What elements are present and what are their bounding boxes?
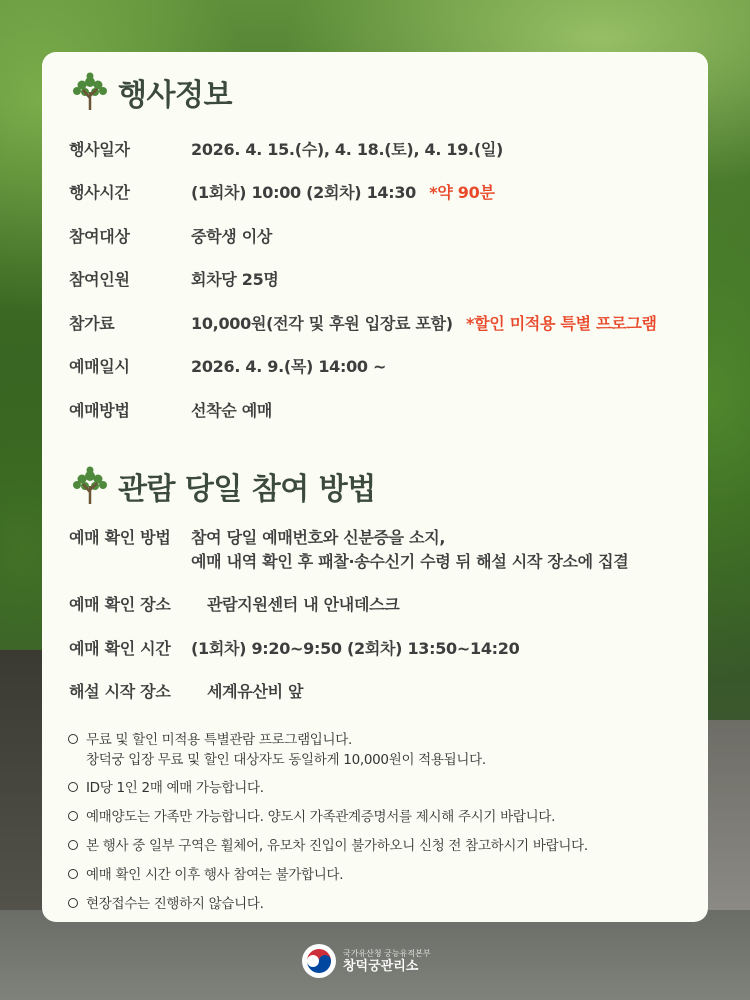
notice-item xyxy=(68,894,588,914)
row-value: (1회차) 10:00 (2회차) 14:30 xyxy=(191,183,417,202)
row-value: 회차당 25명 xyxy=(191,270,279,289)
row-note: *약 90분 xyxy=(429,183,495,202)
row-value: 관람지원센터 내 안내데스크 xyxy=(207,595,400,614)
notice-item xyxy=(68,778,588,798)
section-event-info-title xyxy=(68,70,232,114)
notice-text: ID당 1인 2매 예매 가능합니다. xyxy=(86,780,264,796)
row-value: 선착순 예매 xyxy=(191,401,273,420)
tree-icon xyxy=(68,70,112,114)
row-label: 예매방법 xyxy=(69,401,130,420)
stone-wall-right xyxy=(708,720,750,920)
notice-text: 현장접수는 진행하지 않습니다. xyxy=(86,896,264,912)
row-label: 예매 확인 시간 xyxy=(69,639,171,658)
notice-text: 무료 및 할인 미적용 특별관람 프로그램입니다. xyxy=(86,732,353,748)
row-value: 2026. 4. 9.(목) 14:00 ~ xyxy=(191,357,387,376)
circle-bullet-icon xyxy=(68,898,78,908)
row-value: 참여 당일 예매번호와 신분증을 소지, xyxy=(191,528,446,547)
row-label: 예매일시 xyxy=(69,357,130,376)
row-label: 참가료 xyxy=(69,314,115,333)
row-label: 해설 시작 장소 xyxy=(69,682,171,701)
row-value: 예매 내역 확인 후 패찰·송수신기 수령 뒤 해설 시작 장소에 집결 xyxy=(191,552,629,571)
circle-bullet-icon xyxy=(68,782,78,792)
row-note: *할인 미적용 특별 프로그램 xyxy=(466,314,657,333)
notice-text: 예매양도는 가족만 가능합니다. 양도시 가족관계증명서를 제시해 주시기 바랍니다. xyxy=(86,809,556,825)
notice-item xyxy=(68,836,588,856)
notice-text: 예매 확인 시간 이후 행사 참여는 불가합니다. xyxy=(86,867,344,883)
emblem-icon xyxy=(301,943,337,979)
circle-bullet-icon xyxy=(68,734,78,744)
footer-logo xyxy=(301,943,431,979)
row-label: 예매 확인 장소 xyxy=(69,595,171,614)
org-parent: 국가유산청 궁능유적본부 xyxy=(343,948,431,958)
notice-item xyxy=(68,730,588,770)
circle-bullet-icon xyxy=(68,840,78,850)
row-value: 중학생 이상 xyxy=(191,227,273,246)
circle-bullet-icon xyxy=(68,869,78,879)
notice-item xyxy=(68,865,588,885)
row-value: 2026. 4. 15.(수), 4. 18.(토), 4. 19.(일) xyxy=(191,140,503,159)
notice-item xyxy=(68,807,588,827)
circle-bullet-icon xyxy=(68,811,78,821)
row-label: 행사시간 xyxy=(69,183,130,202)
row-label: 참여인원 xyxy=(69,270,130,289)
section-title-text: 관람 당일 참여 방법 xyxy=(118,472,376,507)
row-label: 행사일자 xyxy=(69,140,130,159)
row-label: 예매 확인 방법 xyxy=(69,528,171,547)
section-participation-title xyxy=(68,464,376,508)
row-label: 참여대상 xyxy=(69,227,130,246)
notice-text: 창덕궁 입장 무료 및 할인 대상자도 동일하게 10,000원이 적용됩니다. xyxy=(86,752,486,768)
row-value: 세계유산비 앞 xyxy=(207,682,304,701)
row-value: (1회차) 9:20~9:50 (2회차) 13:50~14:20 xyxy=(191,639,520,658)
stone-wall-left xyxy=(0,650,45,930)
section-title-text: 행사정보 xyxy=(118,78,232,113)
org-name: 창덕궁관리소 xyxy=(343,958,419,974)
notice-list xyxy=(68,730,588,914)
tree-icon xyxy=(68,464,112,508)
row-value: 10,000원(전각 및 후원 입장료 포함) xyxy=(191,314,453,333)
notice-text: 본 행사 중 일부 구역은 휠체어, 유모차 진입이 불가하오니 신청 전 참고하시기 바랍니다. xyxy=(86,838,588,854)
